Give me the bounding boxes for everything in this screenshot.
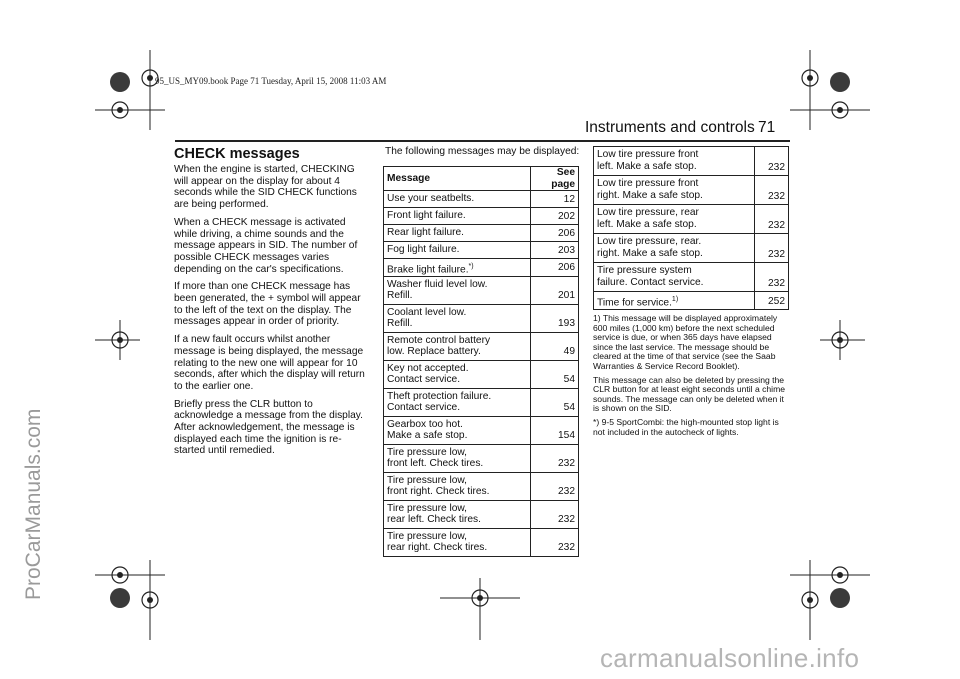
message-cell [594, 263, 755, 292]
message-line: Remote control battery [387, 334, 491, 346]
body-paragraph: If more than one CHECK message has been generated, the + symbol will appear to the left of the text on the display. The messages appear in order of priority. [174, 281, 361, 328]
message-line: Fog light failure. [387, 244, 460, 255]
message-line: Contact service. [387, 374, 461, 386]
message-line: Coolant level low. [387, 306, 467, 318]
message-line: Gearbox too hot. [387, 418, 463, 430]
message-line: Contact service. [387, 402, 461, 414]
message-line: right. Make a safe stop. [597, 189, 703, 201]
message-line: Front light failure. [387, 210, 466, 221]
column-header-message: Message [384, 167, 531, 191]
footnote: 1) This message will be displayed approximately 600 miles (1,000 km) before the next scheduled service is due, or when 365 days have elapsed since the last service. The message should be cleared at the time of that service (see the Saab Warranties & Service Record Booklet). [593, 313, 778, 371]
table-row [384, 360, 579, 388]
page-cell: 232 [754, 234, 788, 263]
message-cell [384, 360, 531, 388]
page-cell: 54 [531, 360, 579, 388]
message-line: Refill. [387, 318, 413, 330]
message-line: Tire pressure low, [387, 530, 468, 542]
page-cell: 232 [754, 263, 788, 292]
message-cell [384, 388, 531, 416]
section-body [174, 164, 370, 463]
message-cell [384, 332, 531, 360]
page-cell: 203 [531, 242, 579, 259]
message-cell [384, 528, 531, 556]
table-row [384, 225, 579, 242]
message-line: Refill. [387, 290, 413, 302]
page-cell: 232 [754, 176, 788, 205]
message-line: left. Make a safe stop. [597, 218, 697, 230]
body-paragraph: When the engine is started, CHECKING will appear on the display for about 4 seconds while the SID CHECK functions are being performed. [174, 164, 357, 211]
message-line: Theft protection failure. [387, 390, 492, 402]
footnote-marker: *) [468, 263, 474, 270]
table-header-row [384, 167, 579, 191]
message-line: rear left. Check tires. [387, 514, 481, 526]
message-cell [384, 416, 531, 444]
message-line: Low tire pressure front [597, 178, 699, 189]
page-cell: 12 [531, 191, 579, 208]
message-line: front left. Check tires. [387, 458, 484, 470]
check-message-table-continued [593, 146, 789, 310]
footnote-marker: 1) [671, 296, 679, 303]
footnote: *) 9-5 SportCombi: the high-mounted stop light is not included in the autocheck of lights. [593, 416, 779, 437]
table-row [384, 208, 579, 225]
header-rule [175, 140, 790, 142]
table-row [384, 388, 579, 416]
message-cell [594, 234, 755, 263]
table-row [384, 259, 579, 277]
message-line: Washer fluid level low. [387, 278, 488, 290]
section-heading: CHECK messages [174, 146, 300, 162]
bottom-watermark: carmanualsonline.info [600, 643, 860, 673]
footnote: This message can also be deleted by pressing the CLR button for at least eight seconds until a chime sounds. The message can only be deleted when it is shown on the SID. [593, 374, 786, 414]
table-row [594, 176, 789, 205]
table-row [594, 263, 789, 292]
page-cell: 232 [754, 147, 788, 176]
table-row [384, 416, 579, 444]
table-row [384, 276, 579, 304]
check-message-table [383, 166, 579, 557]
message-line: Tire pressure low, [387, 446, 468, 458]
side-watermark-text: ProCarManuals.com [22, 408, 45, 600]
message-cell [384, 444, 531, 472]
message-line: low. Replace battery. [387, 346, 481, 358]
page-cell: 54 [531, 388, 579, 416]
table-row [594, 147, 789, 176]
table-row [594, 292, 789, 310]
message-cell [384, 259, 531, 277]
message-cell [594, 147, 755, 176]
message-line: Low tire pressure, rear [597, 207, 699, 218]
page-number: 71 [758, 119, 776, 136]
message-cell [594, 292, 755, 310]
message-line: Low tire pressure front [597, 149, 699, 160]
message-line: Low tire pressure, rear. [597, 236, 702, 247]
message-line: Rear light failure. [387, 227, 465, 238]
page-cell: 252 [754, 292, 788, 310]
table-row [384, 500, 579, 528]
body-paragraph: Briefly press the CLR button to acknowledge a message from the display. After acknowledgement, the message is displayed each time the ignition is re-started until remedied. [174, 398, 363, 457]
message-cell [384, 242, 531, 259]
print-info: 95_US_MY09.book Page 71 Tuesday, April 15, 2008 11:03 AM [155, 76, 387, 86]
message-cell [384, 225, 531, 242]
page-cell: 206 [531, 259, 579, 277]
message-cell [384, 191, 531, 208]
table-intro: The following messages may be displayed: [385, 146, 580, 157]
table-row [384, 444, 579, 472]
table-body [594, 147, 789, 310]
table-row [384, 304, 579, 332]
table-row [384, 472, 579, 500]
table-row [384, 191, 579, 208]
message-line: Tire pressure system [597, 265, 692, 276]
page-header-title: Instruments and controls [585, 119, 755, 136]
message-cell [594, 205, 755, 234]
table-row [384, 528, 579, 556]
message-cell [384, 304, 531, 332]
page-cell: 206 [531, 225, 579, 242]
table-row [594, 234, 789, 263]
page-cell: 232 [531, 528, 579, 556]
page-cell: 154 [531, 416, 579, 444]
page-cell: 202 [531, 208, 579, 225]
message-line: Tire pressure low, [387, 502, 468, 514]
message-cell [384, 472, 531, 500]
message-line: Brake light failure. [387, 264, 469, 276]
column-header-page: See page [531, 167, 579, 191]
message-line: left. Make a safe stop. [597, 160, 697, 172]
message-cell [384, 208, 531, 225]
message-line: Time for service. [597, 297, 672, 309]
table-row [384, 242, 579, 259]
message-line: Make a safe stop. [387, 430, 468, 442]
page-cell: 232 [754, 205, 788, 234]
body-paragraph: If a new fault occurs whilst another message is being displayed, the message relating to the new one will appear for 10 seconds, after which the display will return to the earlier one. [174, 334, 365, 392]
page-cell: 232 [531, 444, 579, 472]
page-cell: 193 [531, 304, 579, 332]
message-cell [594, 176, 755, 205]
page-cell: 232 [531, 472, 579, 500]
table-row [384, 332, 579, 360]
message-cell [384, 500, 531, 528]
body-paragraph: When a CHECK message is activated while driving, a chime sounds and the message appears in SID. The number of possible CHECK messages varies depending on the car's specifications. [174, 216, 358, 275]
page-cell: 49 [531, 332, 579, 360]
message-line: failure. Contact service. [597, 276, 704, 288]
table-body [384, 191, 579, 557]
footnotes [593, 314, 789, 441]
message-line: Tire pressure low, [387, 474, 468, 486]
table-row [594, 205, 789, 234]
message-line: Key not accepted. [387, 362, 469, 374]
page-cell: 201 [531, 276, 579, 304]
message-line: rear right. Check tires. [387, 542, 488, 554]
message-line: right. Make a safe stop. [597, 247, 703, 259]
page-cell: 232 [531, 500, 579, 528]
message-line: Use your seatbelts. [387, 193, 475, 204]
message-line: front right. Check tires. [387, 486, 490, 498]
message-cell [384, 276, 531, 304]
